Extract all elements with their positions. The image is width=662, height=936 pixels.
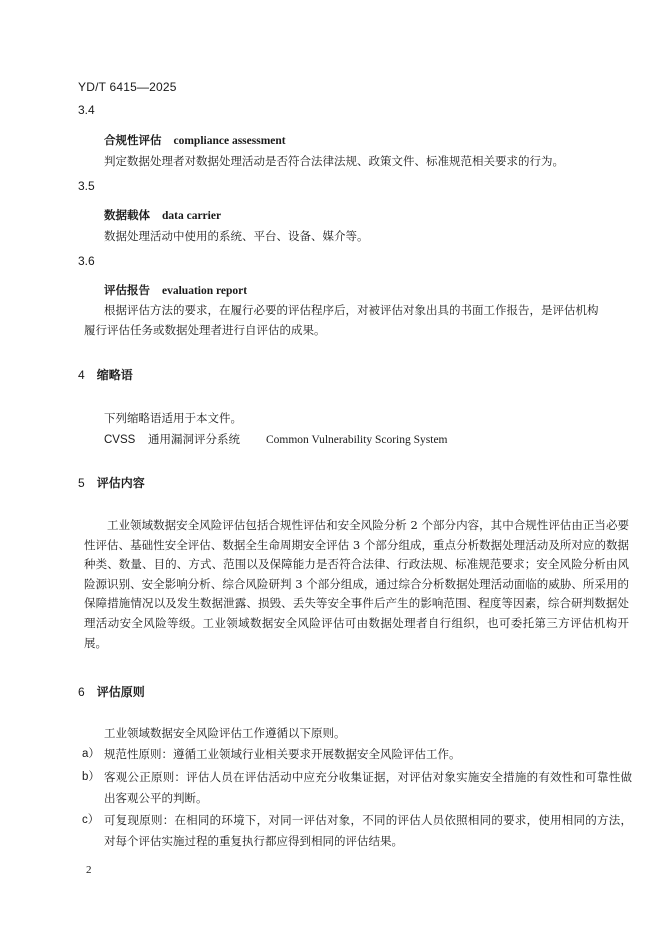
document-code-header: YD/T 6415—2025 bbox=[78, 80, 177, 94]
item-label: b） bbox=[82, 771, 100, 783]
page-number: 2 bbox=[86, 864, 92, 876]
section-title: 评估内容 bbox=[96, 476, 145, 490]
section-number: 6 bbox=[78, 685, 85, 699]
abbreviation-code: CVSS bbox=[104, 434, 136, 446]
principle-item-b bbox=[82, 767, 632, 809]
term-zh: 合规性评估 bbox=[104, 133, 162, 147]
term-heading-evaluation-report bbox=[104, 282, 247, 298]
abbreviations-intro: 下列缩略语适用于本文件。 bbox=[104, 411, 242, 425]
page-bottom-margin bbox=[0, 914, 662, 936]
item-text: 客观公正原则：评估人员在评估活动中应充分收集证据，对评估对象实施安全措施的有效性和可靠性做出客观公平的判断。 bbox=[104, 770, 632, 805]
term-en: evaluation report bbox=[162, 285, 248, 297]
abbreviation-en: Common Vulnerability Scoring System bbox=[266, 434, 448, 446]
term-en: compliance assessment bbox=[173, 135, 286, 147]
principles-intro: 工业领域数据安全风险评估工作遵循以下原则。 bbox=[104, 726, 346, 740]
term-number-3-5: 3.5 bbox=[78, 179, 95, 193]
section-title: 缩略语 bbox=[96, 368, 133, 382]
item-text: 可复现原则：在相同的环境下，对同一评估对象，不同的评估人员依照相同的要求，使用相同的方法，对每个评估实施过程的重复执行都应得到相同的评估结果。 bbox=[104, 813, 632, 848]
item-text: 规范性原则：遵循工业领域行业相关要求开展数据安全风险评估工作。 bbox=[104, 747, 461, 761]
principle-item-c bbox=[82, 810, 632, 852]
item-label: c） bbox=[82, 814, 100, 826]
term-heading-compliance-assessment bbox=[104, 132, 286, 148]
item-label: a） bbox=[82, 748, 100, 760]
term-definition-line-2: 履行评估任务或数据处理者进行自评估的成果。 bbox=[84, 323, 326, 337]
principle-item-a bbox=[82, 744, 632, 765]
section-heading-evaluation-content bbox=[78, 474, 145, 491]
section-title: 评估原则 bbox=[96, 685, 145, 699]
abbreviation-zh: 通用漏洞评分系统 bbox=[148, 432, 240, 446]
section-number: 4 bbox=[78, 368, 85, 382]
term-definition-line-1: 根据评估方法的要求，在履行必要的评估程序后，对被评估对象出具的书面工作报告，是评估机构 bbox=[104, 303, 599, 317]
term-definition: 数据处理活动中使用的系统、平台、设备、媒介等。 bbox=[104, 229, 369, 243]
abbreviation-row bbox=[104, 431, 448, 447]
term-zh: 数据载体 bbox=[104, 208, 150, 222]
evaluation-content-paragraph: 工业领域数据安全风险评估包括合规性评估和安全风险分析 2 个部分内容，其中合规性评估由正当必要性评估、基础性安全评估、数据全生命周期安全评估 3 个部分组成，重点分析数据处理活动及所对应的数据种类、数量、目的、方式、范围以及保障能力是否符合法律、行政法规、标准规范要求；安全风险分析由风险源识别、安全影响分析、综合风险研判 3 个部分组成，通过综合分析数据处理活动面临的威胁、所采用的保障措施情况以及发生数据泄露、损毁、丢失等安全事件后产生的影响范围、程度等因素，综合研判数据处理活动安全风险等级。工业领域数据安全风险评估可由数据处理者自行组织，也可委托第三方评估机构开展。 bbox=[84, 518, 629, 650]
section-heading-abbreviations bbox=[78, 366, 133, 383]
term-number-3-6: 3.6 bbox=[78, 254, 95, 268]
section-heading-evaluation-principles bbox=[78, 683, 145, 700]
term-zh: 评估报告 bbox=[104, 283, 150, 297]
term-en: data carrier bbox=[162, 210, 222, 222]
section-number: 5 bbox=[78, 476, 85, 490]
term-number-3-4: 3.4 bbox=[78, 103, 95, 117]
term-definition: 判定数据处理者对数据处理活动是否符合法律法规、政策文件、标准规范相关要求的行为。 bbox=[104, 154, 564, 168]
term-heading-data-carrier bbox=[104, 207, 221, 223]
